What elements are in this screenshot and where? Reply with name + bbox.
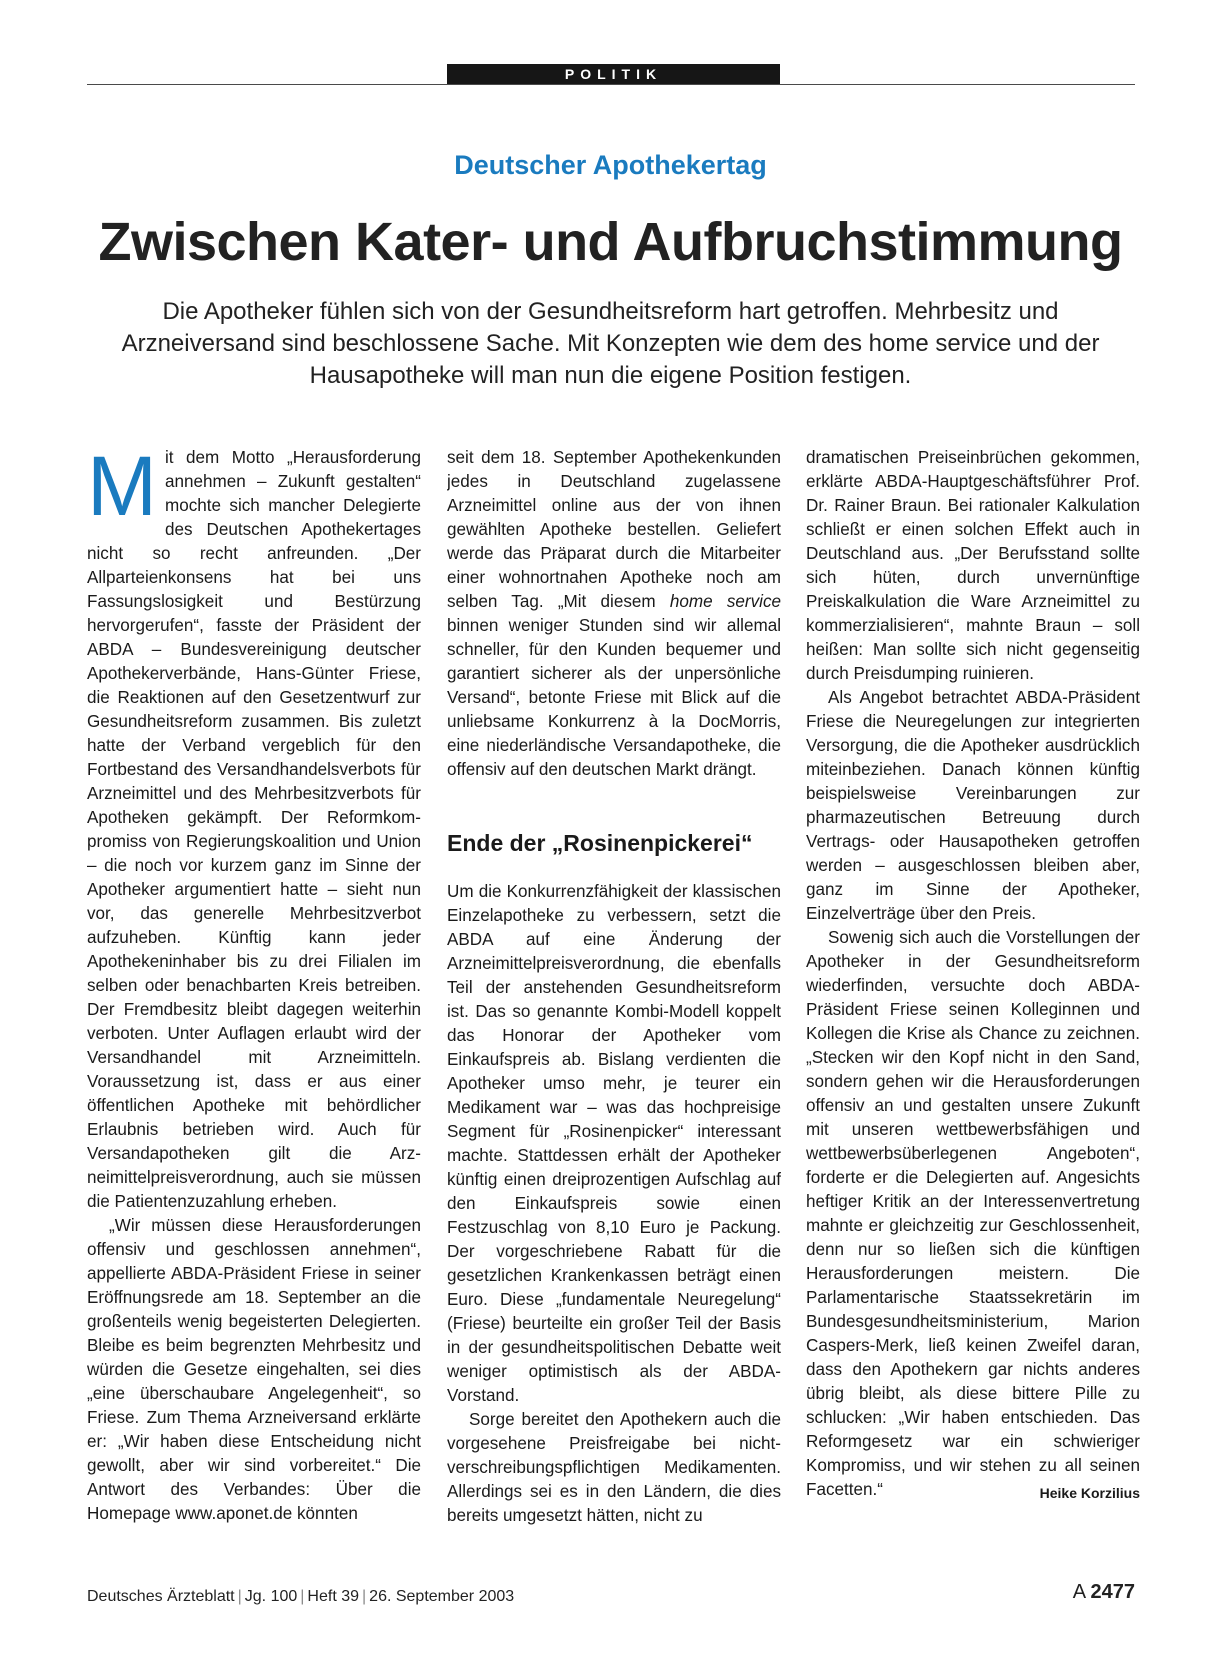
paragraph (87, 446, 421, 1214)
text-column-1 (87, 446, 421, 1552)
subheading: Ende der „Rosinenpickerei“ (447, 830, 753, 856)
drop-cap: M (87, 446, 157, 533)
page-footer (87, 1588, 514, 1606)
article-headline: Zwischen Kater- und Aufbruchstimmung (98, 212, 1123, 272)
page-prefix: A (1072, 1581, 1085, 1603)
article-kicker: Deutscher Apothekertag (454, 150, 767, 180)
paragraph-text: it dem Motto „Herausforderung annehmen – Zukunft gestalten“ mochte sich mancher Delegierte des Deutschen Apothekertages nicht so recht anfreunden. „Der Allparteienkonsens hat bei uns Fassungslosigkeit und Bestürzung hervorgerufen“, fasste der Präsident der ABDA – Bundesvereinigung deutscher Apothekerverbände, Hans-Günter Friese, die Reaktionen auf den Gesetzentwurf zur Gesundheitsreform zusammen. Bis zuletzt hatte der Verband vergeblich für den Fortbestand des Versandhandelsverbots für Arzneimittel und des Mehrbesitzverbots für Apotheken gekämpft. Der Reformkompromiss von Regierungskoalition und Union – die noch vor kurzem ganz im Sinne der Apotheker argumentiert hatte – sieht nun vor, das generelle Mehrbesitzverbot aufzuheben. Künftig kann jeder Apothekeninhaber bis zu drei Filialen im selben oder benachbarten Kreis betreiben. Der Fremdbesitz bleibt dagegen weiterhin verboten. Unter Auflagen erlaubt wird der Versandhandel mit Arzneimitteln. Voraussetzung ist, dass er aus einer öffentlichen Apotheke mit behördlicher Erlaubnis betrieben wird. Auch für Versandapotheken gilt die Arzneimittelpreisverordnung, auch sie müssen die Patientenzuzahlung erheben. (87, 448, 421, 1211)
journal-name: Deutsches Ärzteblatt (87, 1588, 235, 1605)
paragraph: Um die Konkurrenzfähigkeit der klassischen Einzelapotheke zu verbessern, setzt die ABDA auf eine Änderung der Arzneimittelpreisverordnung, die ebenfalls Teil der anstehenden Gesundheitsreform ist. Das so genannte Kombi-Modell koppelt das Honorar der Apotheker vom Einkaufspreis ab. Bislang verdienten die Apotheker umso mehr, je teurer ein Medikament war – was das hochpreisige Segment für „Rosinenpicker“ interessant machte. Stattdessen erhält der Apotheker künftig einen dreiprozentigen Aufschlag auf den Einkaufspreis sowie einen Festzuschlag von 8,10 Euro je Packung. Der vorgeschriebene Rabatt für die gesetzlichen Krankenkassen beträgt einen Euro. Diese „fundamentale Neuregelung“ (Friese) beurteilte ein großer Teil der Basis in der gesundheitspolitischen Debatte weit weniger optimistisch als der ABDA-Vorstand. (447, 882, 781, 1405)
paragraph-text: Sowenig sich auch die Vorstellungen der Apotheker in der Gesundheitsreform wiederfinden, versuchte doch ABDA-Präsident Friese seinen Kolleginnen und Kollegen die Krise als Chance zu zeichnen. „Stecken wir den Kopf nicht in den Sand, sondern gehen wir die Herausforderungen offensiv an und gestalten unsere Zukunft mit unseren wettbewerbsfähigen und wettbewerbsüberlegenen Angeboten“, forderte er die Delegierten auf. Angesichts heftiger Kritik an der Interessenvertretung mahnte er gleichzeitig zur Geschlossenheit, denn nur so ließen sich die künftigen Herausforderungen meistern. Die Parlamentarische Staatssekretärin im Bundesgesundheitsministerium, Marion Caspers-Merk, ließ keinen Zweifel daran, dass den Apothekern gar nichts anderes übrig bleibt, als diese bittere Pille zu schlucken: „Wir haben entschieden. Das Reformgesetz war ein schwieriger Kompromiss, und wir stehen zu all seinen Facetten.“ (806, 928, 1140, 1499)
section-rule (87, 84, 1135, 85)
issue: Heft 39 (307, 1588, 360, 1605)
article-lead: Die Apotheker fühlen sich von der Gesundheitsreform hart getroffen. Mehrbesitz und Arzneiversand sind beschlossene Sache. Mit Konzepten wie dem des home service und der Hausapotheke will man nun die eigene Position festigen. (121, 298, 1100, 389)
separator: | (362, 1588, 367, 1605)
separator: | (300, 1588, 305, 1605)
section-label: POLITIK (447, 64, 780, 85)
paragraph (447, 446, 781, 782)
author-byline: Heike Korzilius (1039, 1485, 1140, 1501)
paragraph: Sorge bereitet den Apothekern auch die vorgesehene Preisfreigabe bei nichtverschreibungspflichtigen Medikamenten. Allerdings sei es in den Ländern, die dies bereits umgesetzt hätten, nicht zu (447, 1410, 781, 1525)
page-number-value: 2477 (1090, 1581, 1135, 1603)
volume: Jg. 100 (244, 1588, 298, 1605)
paragraph: dramatischen Preiseinbrüchen gekommen, erklärte ABDA-Hauptgeschäftsführer Prof. Dr. Rainer Braun. Bei rationaler Kalkulation schließt er einen solchen Effekt auch in Deutschland aus. „Der Berufsstand sollte sich hüten, durch unvernünftige Preiskalkulation die Ware Arzneimittel zu kommerzialisieren“, mahnte Braun – soll heißen: Man sollte sich nicht gegenseitig durch Preisdumping ruinieren. (806, 448, 1140, 683)
text-column-2 (447, 446, 781, 1552)
issue-date: 26. September 2003 (369, 1588, 515, 1605)
paragraph: Als Angebot betrachtet ABDA-Präsident Friese die Neuregelungen zur integrierten Versorgung, die die Apotheker ausdrücklich miteinbeziehen. Danach können künftig beispielsweise Vereinbarungen zur pharmazeutischen Betreuung durch Vertrags- oder Hausapotheken getroffen werden – ausgeschlossen bleiben aber, ganz im Sinne der Apotheker, Einzelverträge über den Preis. (806, 688, 1140, 923)
paragraph-text: seit dem 18. September Apothekenkunden jedes in Deutschland zugelassene Arzneimittel online aus der von ihnen gewählten Apotheke bestellen. Geliefert werde das Präparat durch die Mitarbeiter einer wohnortnahen Apotheke noch am selben Tag. „Mit diesem (447, 448, 781, 611)
paragraph-text: binnen weniger Stunden sind wir allemal schneller, für den Kunden bequemer und garantiert sicherer als der unpersönliche Versand“, betonte Friese mit Blick auf die unliebsame Konkurrenz à la DocMorris, eine niederländische Versandapotheke, die offensiv auf den deutschen Markt drängt. (447, 616, 781, 779)
text-column-3 (806, 446, 1140, 1552)
paragraph (806, 926, 1140, 1502)
emphasis-text: home service (669, 592, 781, 611)
separator: | (237, 1588, 242, 1605)
page-number (1073, 1581, 1135, 1604)
paragraph: „Wir müssen diese Herausforderungen offensiv und geschlossen annehmen“, appellierte ABDA-Präsident Friese in seiner Eröffnungsrede am 18. September an die großenteils wenig begeisterten Delegierten. Bleibe es beim begrenzten Mehrbesitz und würden die Gesetze eingehalten, sei dies „eine überschaubare Angelegenheit“, so Friese. Zum Thema Arzneiversand erklärte er: „Wir haben diese Entscheidung nicht gewollt, aber wir sind vorbereitet.“ Die Antwort des Verbandes: Über die Homepage www.aponet.de könnten (87, 1216, 421, 1523)
